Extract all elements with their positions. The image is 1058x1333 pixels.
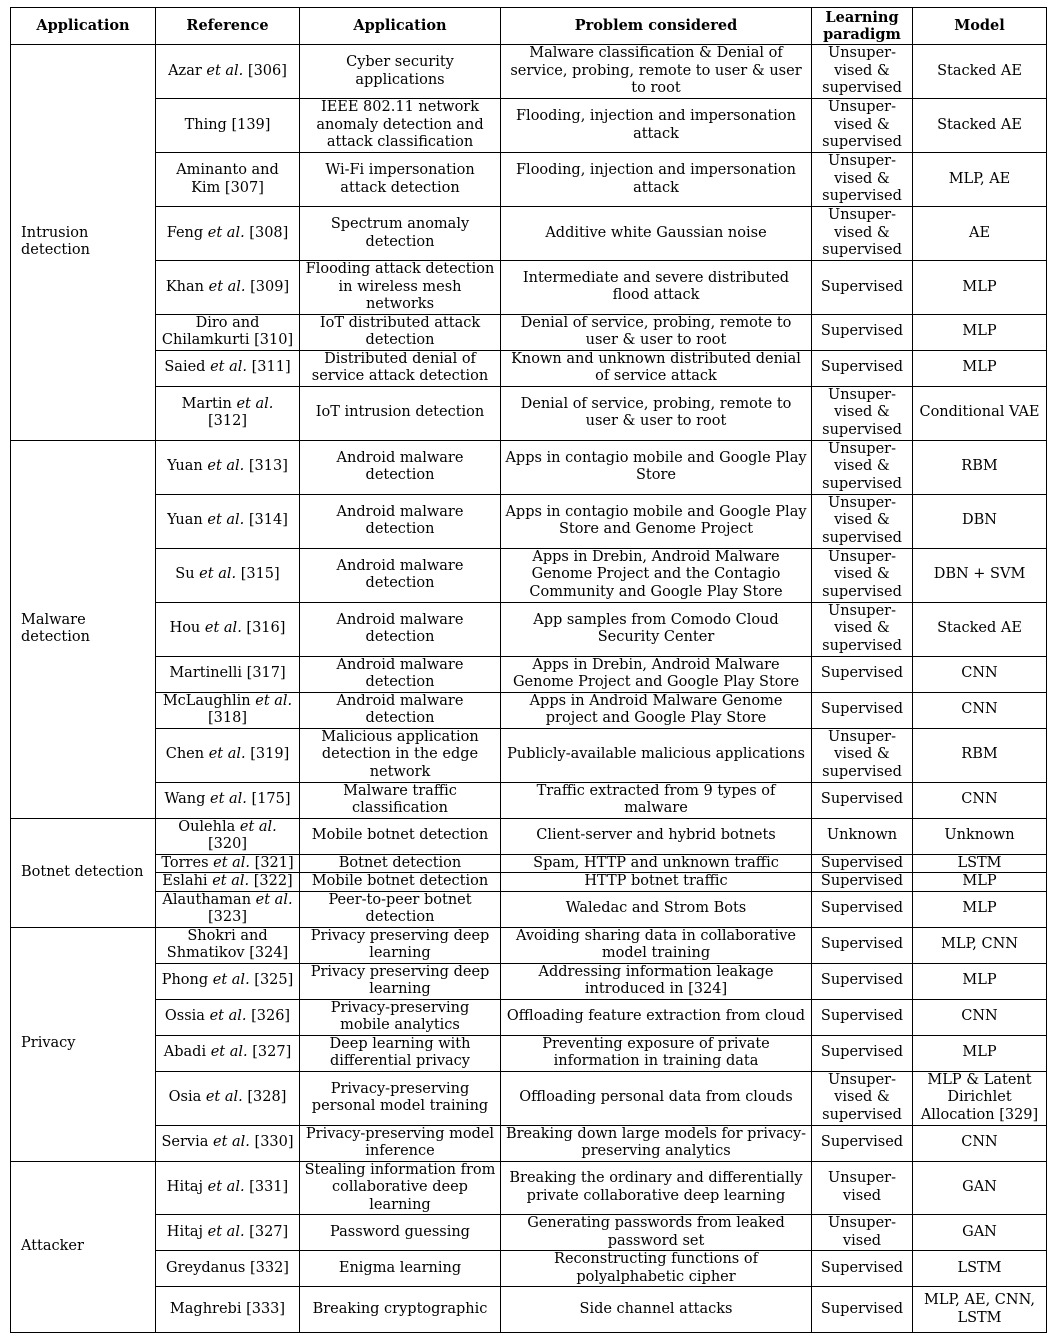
reference-cell <box>156 494 300 548</box>
problem-cell: Flooding, injection and impersonation attack <box>501 153 812 207</box>
problem-cell: Denial of service, probing, remote to user & user to root <box>501 386 812 440</box>
problem-cell: Apps in Android Malware Genome project and Google Play Store <box>501 692 812 728</box>
reference-etal: et al. <box>207 512 245 529</box>
header-paradigm: Learning paradigm <box>812 8 913 45</box>
reference-author: Oulehla <box>178 818 236 835</box>
application-cell: Botnet detection <box>300 854 501 873</box>
paradigm-cell: Unsuper-vised <box>812 1161 913 1215</box>
reference-etal: et al. <box>255 891 293 908</box>
paradigm-cell: Supervised <box>812 350 913 386</box>
reference-author: Su <box>175 566 195 583</box>
table-row <box>11 1071 1047 1125</box>
problem-cell: Known and unknown distributed denial of service attack <box>501 350 812 386</box>
model-cell: DBN + SVM <box>913 548 1047 602</box>
reference-etal: et al. <box>210 791 247 808</box>
reference-citation: [308] <box>244 224 289 241</box>
application-cell: IEEE 802.11 network anomaly detection and attack classification <box>300 99 501 153</box>
application-cell: Cyber security applications <box>300 45 501 99</box>
reference-author: Torres <box>161 854 209 871</box>
reference-citation: [325] <box>249 972 294 989</box>
reference-citation: [306] <box>243 62 287 79</box>
problem-cell: Malware classification & Denial of service, probing, remote to user & user to root <box>501 45 812 99</box>
model-cell: MLP, AE, CNN, LSTM <box>913 1287 1047 1333</box>
reference-cell <box>156 207 300 261</box>
reference-etal: et al. <box>205 1089 243 1106</box>
problem-cell: Intermediate and severe distributed flood attack <box>501 261 812 315</box>
paradigm-cell: Unsuper-vised & supervised <box>812 1071 913 1125</box>
problem-cell: Avoiding sharing data in collaborative model training <box>501 927 812 963</box>
table-row <box>11 782 1047 818</box>
application-cell: Android malware detection <box>300 494 501 548</box>
application-cell: Malicious application detection in the edge network <box>300 728 501 782</box>
paradigm-cell: Unsuper-vised & supervised <box>812 494 913 548</box>
reference-cell <box>156 45 300 99</box>
reference-cell <box>156 782 300 818</box>
table-row <box>11 350 1047 386</box>
model-cell: MLP, AE <box>913 153 1047 207</box>
reference-citation: [328] <box>242 1089 287 1106</box>
reference-citation: [330] <box>249 1134 294 1151</box>
reference-cell <box>156 927 300 963</box>
group-cell-intrusion: Intrusion detection <box>11 45 156 441</box>
group-cell-privacy: Privacy <box>11 927 156 1161</box>
table-row <box>11 1287 1047 1333</box>
application-cell: Android malware detection <box>300 656 501 692</box>
table-row <box>11 854 1047 873</box>
reference-cell <box>156 1071 300 1125</box>
paradigm-cell: Supervised <box>812 927 913 963</box>
reference-author: Phong <box>161 972 209 989</box>
paradigm-cell: Unsuper-vised & supervised <box>812 728 913 782</box>
paradigm-cell: Unsuper-vised & supervised <box>812 386 913 440</box>
model-cell: RBM <box>913 440 1047 494</box>
table-row <box>11 99 1047 153</box>
model-cell: LSTM <box>913 1251 1047 1287</box>
reference-citation: [311] <box>247 359 291 376</box>
reference-etal: et al. <box>239 818 277 835</box>
reference-etal: et al. <box>213 854 251 871</box>
model-cell: MLP, CNN <box>913 927 1047 963</box>
reference-author: Hitaj <box>166 1179 204 1195</box>
reference-cell <box>156 1287 300 1333</box>
model-cell: CNN <box>913 999 1047 1035</box>
model-cell: MLP <box>913 873 1047 892</box>
table-row <box>11 963 1047 999</box>
reference-citation: [323] <box>208 909 247 925</box>
reference-cell <box>156 386 300 440</box>
model-cell: CNN <box>913 656 1047 692</box>
reference-cell <box>156 818 300 854</box>
reference-author: Maghrebi [333] <box>169 1300 286 1317</box>
reference-citation: [319] <box>245 746 290 763</box>
table-row <box>11 45 1047 99</box>
application-cell: Flooding attack detection in wireless mesh networks <box>300 261 501 315</box>
application-cell: Privacy-preserving model inference <box>300 1125 501 1161</box>
reference-cell <box>156 350 300 386</box>
application-cell: Distributed denial of service attack detection <box>300 350 501 386</box>
table-row <box>11 1035 1047 1071</box>
model-cell: RBM <box>913 728 1047 782</box>
problem-cell: Offloading personal data from clouds <box>501 1071 812 1125</box>
reference-citation: [321] <box>250 854 294 871</box>
problem-cell: Addressing information leakage introduced in [324] <box>501 963 812 999</box>
application-cell: Android malware detection <box>300 602 501 656</box>
table-row <box>11 494 1047 548</box>
reference-citation: [314] <box>244 512 288 529</box>
reference-author: Hitaj <box>166 1223 204 1240</box>
table-row <box>11 314 1047 350</box>
paradigm-cell: Unsuper-vised & supervised <box>812 207 913 261</box>
table-row <box>11 440 1047 494</box>
reference-citation: [312] <box>208 413 247 429</box>
group-cell-botnet: Botnet detection <box>11 818 156 927</box>
paradigm-cell: Supervised <box>812 314 913 350</box>
table-row <box>11 207 1047 261</box>
application-cell: Privacy-preserving mobile analytics <box>300 999 501 1035</box>
reference-author: Eslahi <box>162 873 208 889</box>
reference-author: Diro and Chilamkurti [310] <box>161 314 294 348</box>
table-row <box>11 1215 1047 1251</box>
reference-etal: et al. <box>210 359 247 376</box>
application-cell: Password guessing <box>300 1215 501 1251</box>
reference-etal: et al. <box>212 873 250 889</box>
paradigm-cell: Supervised <box>812 692 913 728</box>
reference-cell <box>156 1161 300 1215</box>
model-cell: Unknown <box>913 818 1047 854</box>
table-row <box>11 656 1047 692</box>
reference-cell <box>156 656 300 692</box>
reference-author: Azar <box>168 62 202 79</box>
reference-citation: [322] <box>249 873 293 889</box>
model-cell: Conditional VAE <box>913 386 1047 440</box>
application-cell: Peer-to-peer botnet detection <box>300 891 501 927</box>
reference-cell <box>156 602 300 656</box>
model-cell: AE <box>913 207 1047 261</box>
paradigm-cell: Unsuper-vised <box>812 1215 913 1251</box>
reference-etal: et al. <box>210 1044 248 1061</box>
reference-citation: [327] <box>244 1223 289 1240</box>
reference-etal: et al. <box>204 620 242 637</box>
application-cell: Mobile botnet detection <box>300 818 501 854</box>
reference-cell <box>156 1035 300 1071</box>
problem-cell: Preventing exposure of private information in training data <box>501 1035 812 1071</box>
paradigm-cell: Unsuper-vised & supervised <box>812 548 913 602</box>
paradigm-cell: Supervised <box>812 873 913 892</box>
application-cell: Android malware detection <box>300 548 501 602</box>
reference-etal: et al. <box>213 1134 250 1151</box>
problem-cell: Breaking down large models for privacy-preserving analytics <box>501 1125 812 1161</box>
reference-citation: [175] <box>246 791 291 808</box>
reference-cell <box>156 854 300 873</box>
reference-etal: et al. <box>206 62 244 79</box>
paradigm-cell: Supervised <box>812 782 913 818</box>
problem-cell: Apps in Drebin, Android Malware Genome Project and Google Play Store <box>501 656 812 692</box>
group-cell-attacker: Attacker <box>11 1161 156 1333</box>
paradigm-cell: Unsuper-vised & supervised <box>812 99 913 153</box>
reference-author: McLaughlin <box>162 692 251 709</box>
reference-citation: [316] <box>241 620 286 637</box>
model-cell: GAN <box>913 1161 1047 1215</box>
application-cell: Android malware detection <box>300 440 501 494</box>
application-cell: Stealing information from collaborative deep learning <box>300 1161 501 1215</box>
application-cell: IoT distributed attack detection <box>300 314 501 350</box>
group-cell-malware: Malware detection <box>11 440 156 818</box>
application-cell: Breaking cryptographic <box>300 1287 501 1333</box>
model-cell: CNN <box>913 782 1047 818</box>
paradigm-cell: Supervised <box>812 1125 913 1161</box>
paradigm-cell: Supervised <box>812 1287 913 1333</box>
paradigm-cell: Supervised <box>812 656 913 692</box>
problem-cell: Generating passwords from leaked password set <box>501 1215 812 1251</box>
table-row <box>11 818 1047 854</box>
header-application: Application <box>11 8 156 45</box>
reference-author: Osia <box>168 1089 202 1106</box>
problem-cell: Flooding, injection and impersonation attack <box>501 99 812 153</box>
reference-cell <box>156 548 300 602</box>
reference-author: Alauthaman <box>162 891 252 908</box>
application-cell: Android malware detection <box>300 692 501 728</box>
reference-author: Greydanus [332] <box>166 1259 289 1276</box>
reference-author: Servia <box>161 1134 209 1151</box>
reference-etal: et al. <box>207 224 245 241</box>
model-cell: CNN <box>913 692 1047 728</box>
reference-etal: et al. <box>236 395 274 412</box>
table-row <box>11 728 1047 782</box>
reference-citation: [318] <box>208 710 247 726</box>
problem-cell: Apps in contagio mobile and Google Play Store and Genome Project <box>501 494 812 548</box>
problem-cell: Denial of service, probing, remote to user & user to root <box>501 314 812 350</box>
table-row <box>11 692 1047 728</box>
reference-cell <box>156 692 300 728</box>
reference-author: Chen <box>165 746 205 763</box>
header-problem: Problem considered <box>501 8 812 45</box>
problem-cell: Side channel attacks <box>501 1287 812 1333</box>
problem-cell: Reconstructing functions of polyalphabetic cipher <box>501 1251 812 1287</box>
reference-citation: [326] <box>246 1008 291 1025</box>
table-row <box>11 261 1047 315</box>
reference-author: Abadi <box>163 1044 207 1061</box>
model-cell: Stacked AE <box>913 602 1047 656</box>
table-row <box>11 999 1047 1035</box>
reference-etal: et al. <box>255 692 293 709</box>
application-cell: Deep learning with differential privacy <box>300 1035 501 1071</box>
reference-author: Feng <box>166 224 204 241</box>
table-row <box>11 873 1047 892</box>
paradigm-cell: Supervised <box>812 963 913 999</box>
header-model: Model <box>913 8 1047 45</box>
reference-cell <box>156 728 300 782</box>
reference-author: Hou <box>169 620 201 637</box>
table-row <box>11 386 1047 440</box>
reference-author: Saied <box>164 359 206 376</box>
model-cell: Stacked AE <box>913 45 1047 99</box>
table-body <box>11 45 1047 1333</box>
paradigm-cell: Supervised <box>812 999 913 1035</box>
reference-etal: et al. <box>209 1008 247 1025</box>
table-row <box>11 602 1047 656</box>
header-application-detail: Application <box>300 8 501 45</box>
model-cell: MLP <box>913 891 1047 927</box>
reference-etal: et al. <box>207 1223 245 1240</box>
reference-etal: et al. <box>207 1179 245 1195</box>
application-cell: Malware traffic classification <box>300 782 501 818</box>
paradigm-cell: Supervised <box>812 1035 913 1071</box>
reference-cell <box>156 891 300 927</box>
reference-cell <box>156 153 300 207</box>
application-cell: IoT intrusion detection <box>300 386 501 440</box>
reference-citation: [320] <box>208 836 247 852</box>
reference-cell <box>156 999 300 1035</box>
application-cell: Privacy preserving deep learning <box>300 963 501 999</box>
problem-cell: App samples from Comodo Cloud Security Center <box>501 602 812 656</box>
reference-etal: et al. <box>208 746 246 763</box>
problem-cell: HTTP botnet traffic <box>501 873 812 892</box>
problem-cell: Publicly-available malicious applications <box>501 728 812 782</box>
problem-cell: Client-server and hybrid botnets <box>501 818 812 854</box>
paradigm-cell: Supervised <box>812 854 913 873</box>
reference-etal: et al. <box>207 458 245 475</box>
problem-cell: Apps in Drebin, Android Malware Genome Project and the Contagio Community and Google Play Store <box>501 548 812 602</box>
reference-author: Aminanto and Kim [307] <box>176 162 279 196</box>
reference-citation: [309] <box>245 278 290 295</box>
reference-author: Yuan <box>167 512 203 529</box>
model-cell: MLP & Latent Dirichlet Allocation [329] <box>913 1071 1047 1125</box>
paradigm-cell: Unsuper-vised & supervised <box>812 45 913 99</box>
reference-citation: [331] <box>244 1179 289 1195</box>
paradigm-cell: Supervised <box>812 1251 913 1287</box>
reference-etal: et al. <box>208 278 246 295</box>
table-row <box>11 1125 1047 1161</box>
application-cell: Privacy preserving deep learning <box>300 927 501 963</box>
reference-cell <box>156 314 300 350</box>
paradigm-cell: Unsuper-vised & supervised <box>812 440 913 494</box>
paradigm-cell: Supervised <box>812 891 913 927</box>
model-cell: MLP <box>913 963 1047 999</box>
header-reference: Reference <box>156 8 300 45</box>
reference-author: Wang <box>164 791 206 808</box>
model-cell: MLP <box>913 261 1047 315</box>
model-cell: MLP <box>913 314 1047 350</box>
application-cell: Enigma learning <box>300 1251 501 1287</box>
reference-citation: [327] <box>247 1044 292 1061</box>
paradigm-cell: Supervised <box>812 261 913 315</box>
reference-citation: [315] <box>236 566 280 583</box>
reference-author: Martinelli [317] <box>169 665 286 682</box>
problem-cell: Waledac and Strom Bots <box>501 891 812 927</box>
model-cell: CNN <box>913 1125 1047 1161</box>
reference-author: Khan <box>165 278 204 295</box>
reference-author: Shokri and Shmatikov [324] <box>166 927 289 961</box>
reference-cell <box>156 261 300 315</box>
reference-etal: et al. <box>212 972 250 989</box>
application-cell: Mobile botnet detection <box>300 873 501 892</box>
table-row <box>11 927 1047 963</box>
reference-author: Martin <box>181 395 232 412</box>
problem-cell: Apps in contagio mobile and Google Play Store <box>501 440 812 494</box>
application-cell: Privacy-preserving personal model training <box>300 1071 501 1125</box>
reference-author: Yuan <box>167 458 203 475</box>
reference-cell <box>156 1251 300 1287</box>
survey-table <box>10 7 1047 1333</box>
reference-author: Thing [139] <box>184 116 271 133</box>
paradigm-cell: Unsuper-vised & supervised <box>812 602 913 656</box>
problem-cell: Spam, HTTP and unknown traffic <box>501 854 812 873</box>
table-row <box>11 1161 1047 1215</box>
model-cell: LSTM <box>913 854 1047 873</box>
problem-cell: Traffic extracted from 9 types of malware <box>501 782 812 818</box>
model-cell: MLP <box>913 350 1047 386</box>
paradigm-cell: Unknown <box>812 818 913 854</box>
reference-cell <box>156 1125 300 1161</box>
problem-cell: Offloading feature extraction from cloud <box>501 999 812 1035</box>
table-row <box>11 153 1047 207</box>
model-cell: DBN <box>913 494 1047 548</box>
reference-cell <box>156 99 300 153</box>
reference-cell <box>156 1215 300 1251</box>
paradigm-cell: Unsuper-vised & supervised <box>812 153 913 207</box>
reference-cell <box>156 963 300 999</box>
reference-etal: et al. <box>199 566 237 583</box>
table-header <box>11 8 1047 45</box>
reference-author: Ossia <box>164 1008 205 1025</box>
table-row <box>11 1251 1047 1287</box>
application-cell: Spectrum anomaly detection <box>300 207 501 261</box>
reference-cell <box>156 440 300 494</box>
model-cell: MLP <box>913 1035 1047 1071</box>
problem-cell: Breaking the ordinary and differentially private collaborative deep learning <box>501 1161 812 1215</box>
problem-cell: Additive white Gaussian noise <box>501 207 812 261</box>
reference-citation: [313] <box>244 458 288 475</box>
table-row <box>11 548 1047 602</box>
reference-cell <box>156 873 300 892</box>
model-cell: Stacked AE <box>913 99 1047 153</box>
application-cell: Wi-Fi impersonation attack detection <box>300 153 501 207</box>
table-row <box>11 891 1047 927</box>
model-cell: GAN <box>913 1215 1047 1251</box>
